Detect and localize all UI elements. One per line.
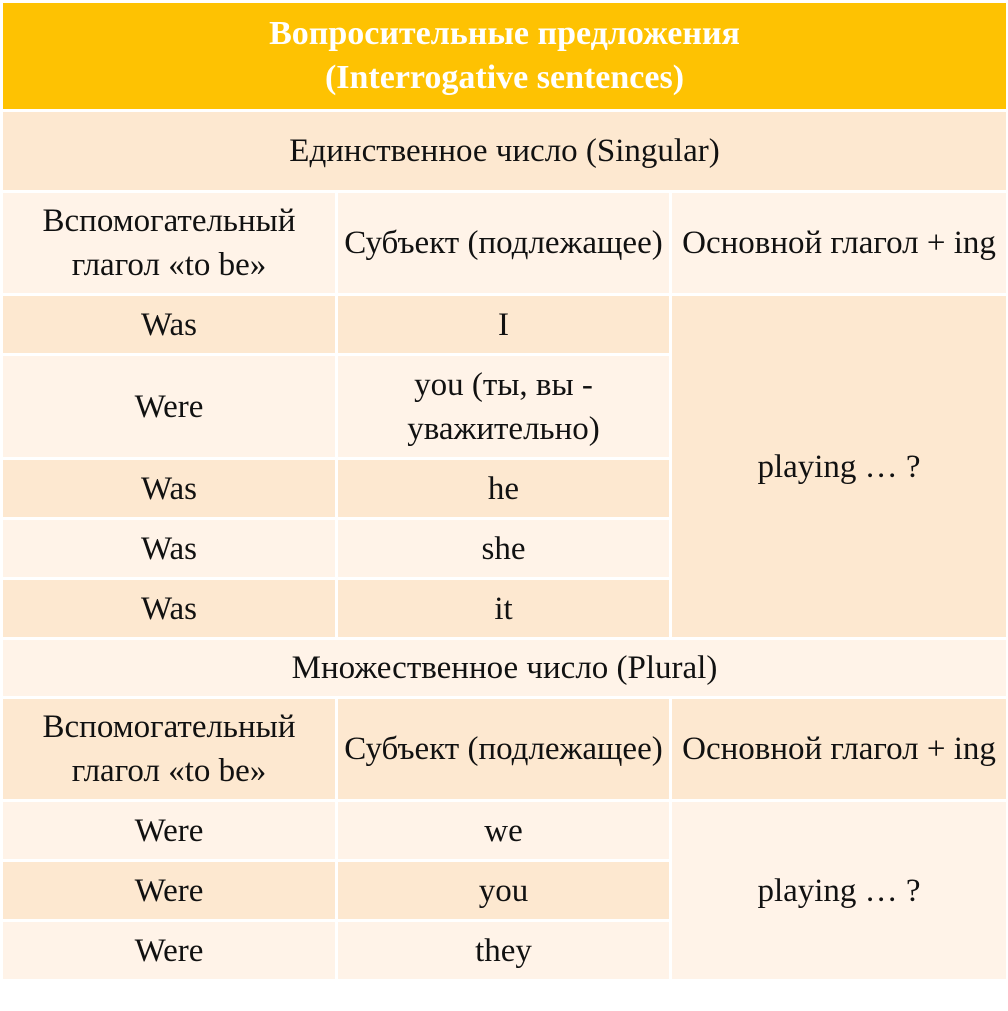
auxiliary-cell: Were — [3, 802, 335, 859]
plural-section-row — [3, 640, 1006, 696]
table-row — [3, 296, 1006, 353]
plural-column-auxiliary: Вспомогательный глагол «to be» — [3, 699, 335, 799]
subject-cell: you — [338, 862, 669, 919]
table-row — [3, 802, 1006, 859]
auxiliary-cell: Was — [3, 580, 335, 637]
title-row — [3, 3, 1006, 109]
auxiliary-cell: Was — [3, 296, 335, 353]
plural-column-main-verb: Основной глагол + ing — [672, 699, 1006, 799]
auxiliary-cell: Were — [3, 862, 335, 919]
table-title — [3, 3, 1006, 109]
title-line-2: (Interrogative sentences) — [324, 59, 685, 96]
singular-section-row — [3, 112, 1006, 190]
subject-cell: she — [338, 520, 669, 577]
auxiliary-cell: Were — [3, 356, 335, 457]
auxiliary-cell: Were — [3, 922, 335, 979]
subject-cell: they — [338, 922, 669, 979]
singular-main-verb-cell: playing … ? — [672, 296, 1006, 637]
subject-cell: he — [338, 460, 669, 517]
plural-heading: Множественное число (Plural) — [3, 640, 1006, 696]
singular-header-row — [3, 193, 1006, 293]
plural-header-row — [3, 699, 1006, 799]
subject-cell: it — [338, 580, 669, 637]
subject-cell: we — [338, 802, 669, 859]
singular-column-subject: Субъект (подлежащее) — [338, 193, 669, 293]
subject-cell: you (ты, вы - уважительно) — [338, 356, 669, 457]
plural-column-subject: Субъект (подлежащее) — [338, 699, 669, 799]
singular-column-auxiliary: Вспомогательный глагол «to be» — [3, 193, 335, 293]
auxiliary-cell: Was — [3, 460, 335, 517]
singular-column-main-verb: Основной глагол + ing — [672, 193, 1006, 293]
title-line-1: Вопросительные предложения — [269, 15, 740, 52]
auxiliary-cell: Was — [3, 520, 335, 577]
plural-main-verb-cell: playing … ? — [672, 802, 1006, 979]
subject-cell: I — [338, 296, 669, 353]
singular-heading: Единственное число (Singular) — [3, 112, 1006, 190]
